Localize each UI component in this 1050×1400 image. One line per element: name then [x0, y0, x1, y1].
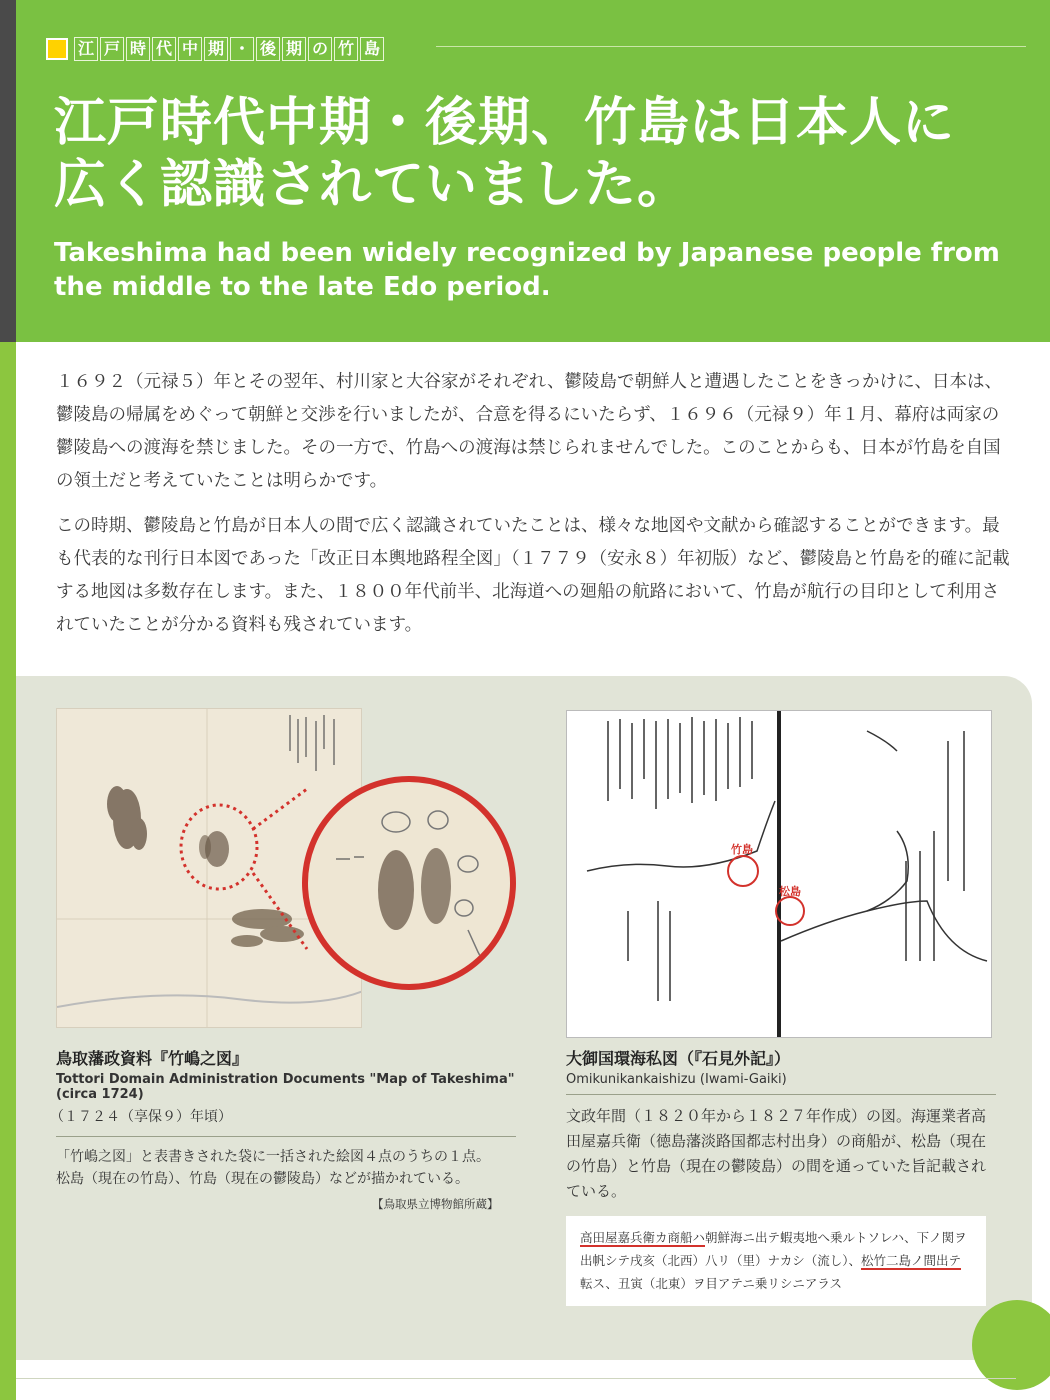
figure1-desc-line: 「竹嶋之図」と表書きされた袋に一括された絵図４点のうちの１点。 — [56, 1149, 490, 1165]
figure2-title-en: Omikunikankaishizu (Iwami-Gaiki) — [566, 1072, 787, 1087]
figure2-rule — [566, 1094, 996, 1095]
kicker-divider — [436, 46, 1026, 47]
kicker-char: の — [308, 37, 332, 61]
left-accent-bar — [0, 0, 16, 342]
figure2-title: 大御国環海私図（『石見外記』） — [566, 1049, 791, 1068]
figure1-credit: 【鳥取県立博物館所蔵】 — [372, 1197, 499, 1211]
page-title-jp — [54, 92, 1034, 216]
page-title-en — [54, 236, 1034, 304]
kicker-char: 島 — [360, 37, 384, 61]
kicker-label — [74, 37, 386, 61]
kicker-char: 後 — [256, 37, 280, 61]
kicker-char: 中 — [178, 37, 202, 61]
figure1-desc-line: 松島（現在の竹島）、竹島（現在の鬱陵島）などが描かれている。 — [56, 1171, 469, 1187]
corner-decoration — [972, 1300, 1050, 1390]
body-text — [56, 366, 1016, 654]
body-paragraph: この時期、鬱陵島と竹島が日本人の間で広く認識されていたことは、様々な地図や文献から確認することができます。最も代表的な刊行日本図であった「改正日本輿地路程全図」（１７７９（安永８）年初版）など、鬱陵島と竹島を的確に記載する地図は多数存在します。また、１８００年代前半、北海道への廻船の航路において、竹島が航行の目印として利用されていたことが分かる資料も残されています。 — [56, 516, 1010, 635]
handwritten-map-illustration — [567, 711, 992, 1038]
figure2-description: 文政年間（１８２０年から１８２７年作成）の図。海運業者高田屋嘉兵衛（徳島藩淡路国都志村出身）の商船が、松島（現在の竹島）と竹島（現在の鬱陵島）の間を通っていた旨記載されている。 — [566, 1107, 987, 1200]
kicker-char: 江 — [74, 37, 98, 61]
figure2-quote-box — [566, 1216, 986, 1306]
body-paragraph: １６９２（元禄５）年とその翌年、村川家と大谷家がそれぞれ、鬱陵島で朝鮮人と遭遇したことをきっかけに、日本は、鬱陵島の帰属をめぐって朝鮮と交渉を行いましたが、合意を得るにいたらず、１６９６（元禄９）年１月、幕府は両家の鬱陵島への渡海を禁じました。その一方で、竹島への渡海は禁じられませんでした。このことからも、日本が竹島を自国の領土だと考えていたことは明らかです。 — [56, 372, 1003, 491]
kicker-char: 戸 — [100, 37, 124, 61]
quote-underlined-text: 高田屋嘉兵衛カ商船ハ — [580, 1230, 706, 1245]
figure1-year: （１７２４（享保９）年頃） — [50, 1109, 232, 1125]
figure1-title: 鳥取藩政資料『竹嶋之図』 — [56, 1049, 249, 1068]
map-zoom-lens — [302, 776, 516, 990]
kicker-char: 期 — [204, 37, 228, 61]
title-jp-line: 広く認識されていました。 — [54, 155, 691, 215]
kicker-char: 期 — [282, 37, 306, 61]
kicker-char: ・ — [230, 37, 254, 61]
omikuni-map-image — [566, 710, 992, 1038]
zoom-illustration — [308, 782, 510, 984]
title-en-line: the middle to the late Edo period. — [54, 272, 551, 302]
header-banner — [16, 0, 1050, 342]
footer-divider — [16, 1378, 1016, 1379]
title-jp-line: 江戸時代中期・後期、竹島は日本人に — [54, 93, 956, 153]
kicker-char: 時 — [126, 37, 150, 61]
quote-text: 転ス、丑寅（北東）ヲ目アテニ乗リシニアラス — [580, 1276, 843, 1291]
kicker-char: 代 — [152, 37, 176, 61]
left-accent-bar-green — [0, 342, 16, 1400]
figure1-description — [56, 1146, 526, 1190]
section-kicker — [46, 36, 386, 62]
title-en-line: Takeshima had been widely recognized by Japanese people from — [54, 238, 1000, 268]
quote-text: 朝鮮海ニ出テ蝦夷地へ乗ルトソレハ、下ノ関ヲ出帆シテ戌亥（北西）八リ（里）ナカシ（流し）、 — [580, 1230, 967, 1268]
kicker-square-icon — [46, 38, 68, 60]
takeshima-map-label: 竹島 — [731, 843, 753, 856]
quote-underlined-text: 松竹二島ノ間出テ — [861, 1253, 962, 1268]
kicker-char: 竹 — [334, 37, 358, 61]
figure1-rule — [56, 1136, 516, 1137]
figure1-title-en: Tottori Domain Administration Documents "Map of Takeshima" (circa 1724) — [56, 1072, 515, 1102]
matsushima-map-label: 松島 — [779, 885, 801, 898]
